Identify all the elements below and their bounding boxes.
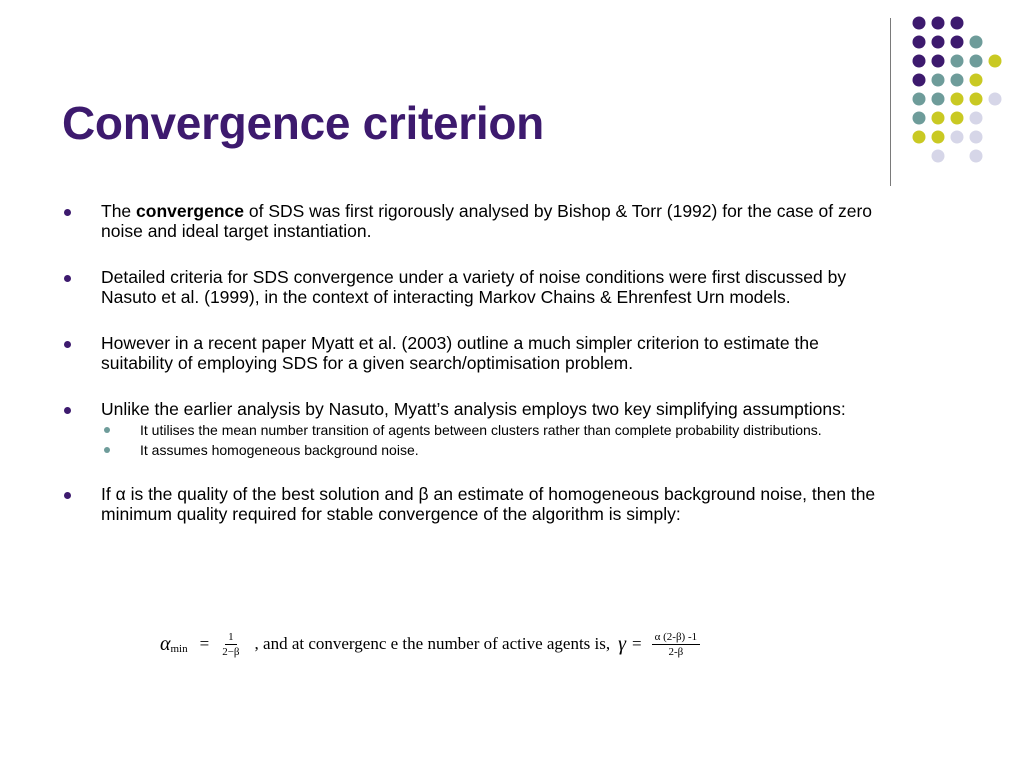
bullet-item xyxy=(62,333,882,373)
dot-yellow xyxy=(913,131,926,144)
title-divider-line xyxy=(890,18,891,186)
dot-yellow xyxy=(951,93,964,106)
sub-bullet-item: It utilises the mean number transition of agents between clusters rather than complete probability distributions. xyxy=(101,422,882,438)
fraction-denominator: 2−β xyxy=(222,645,240,658)
sub-bullet-list xyxy=(101,422,882,458)
fraction-numerator: 1 xyxy=(225,631,237,645)
fraction-alpha-min xyxy=(219,631,242,658)
dot-yellow xyxy=(989,55,1002,68)
dot-purple xyxy=(913,36,926,49)
dot-teal xyxy=(970,36,983,49)
dot-purple xyxy=(932,36,945,49)
bullet-text: Detailed criteria for SDS convergence under a variety of noise conditions were first discussed by Nasuto et al. (1999), in the context of interacting Markov Chains & Ehrenfest Urn models. xyxy=(101,267,847,307)
bullet-text: Unlike the earlier analysis by Nasuto, Myatt’s analysis employs two key simplifying assumptions: xyxy=(101,399,846,419)
dot-teal xyxy=(932,93,945,106)
dot-lavender xyxy=(970,131,983,144)
dot-purple xyxy=(913,74,926,87)
dot-teal xyxy=(913,112,926,125)
dot-lavender xyxy=(989,93,1002,106)
dot-purple xyxy=(932,17,945,30)
dot-purple xyxy=(913,55,926,68)
dot-purple xyxy=(913,17,926,30)
convergence-formula xyxy=(160,624,704,664)
fraction-denominator: 2-β xyxy=(668,645,684,658)
dot-yellow xyxy=(932,131,945,144)
bullet-item xyxy=(62,399,882,458)
dot-lavender xyxy=(970,112,983,125)
fraction-numerator: α (2-β) -1 xyxy=(652,631,701,645)
dot-lavender xyxy=(932,150,945,163)
alpha-subscript: min xyxy=(170,643,188,655)
dot-yellow xyxy=(951,112,964,125)
dot-lavender xyxy=(951,131,964,144)
slide-title: Convergence criterion xyxy=(62,97,544,149)
dot-teal xyxy=(970,55,983,68)
equals-sign: = xyxy=(199,634,210,653)
bullet-text: If α is the quality of the best solution and β an estimate of homogeneous background noise, then the minimum quality required for stable convergence of the algorithm is simply: xyxy=(101,484,876,524)
bullet-item xyxy=(62,267,882,307)
dot-lavender xyxy=(970,150,983,163)
dot-purple xyxy=(951,17,964,30)
fraction-gamma xyxy=(652,631,701,658)
dot-yellow xyxy=(932,112,945,125)
dot-yellow xyxy=(970,74,983,87)
dot-teal xyxy=(951,74,964,87)
bullet-text-bold: convergence xyxy=(136,201,244,221)
alpha-symbol: α xyxy=(160,632,171,655)
dot-teal xyxy=(951,55,964,68)
formula-middle-text: , and at convergenc e the number of active agents is, xyxy=(254,634,611,653)
bullet-text-pre: The xyxy=(101,201,137,221)
bullet-list xyxy=(62,201,882,550)
dot-purple xyxy=(932,55,945,68)
gamma-symbol: γ xyxy=(618,632,627,655)
dot-teal xyxy=(913,93,926,106)
sub-bullet-item: It assumes homogeneous background noise. xyxy=(101,442,882,458)
dot-yellow xyxy=(970,93,983,106)
equals-sign: = xyxy=(632,634,642,653)
dot-purple xyxy=(951,36,964,49)
bullet-item xyxy=(62,201,882,241)
bullet-text: However in a recent paper Myatt et al. (2003) outline a much simpler criterion to estimate the suitability of employing SDS for a given search/optimisation problem. xyxy=(101,333,819,373)
dot-teal xyxy=(932,74,945,87)
bullet-text-post: of SDS was first rigorously analysed by Bishop & Torr (1992) for the case of zero noise and ideal target instantiation. xyxy=(101,201,873,241)
bullet-item xyxy=(62,484,882,524)
